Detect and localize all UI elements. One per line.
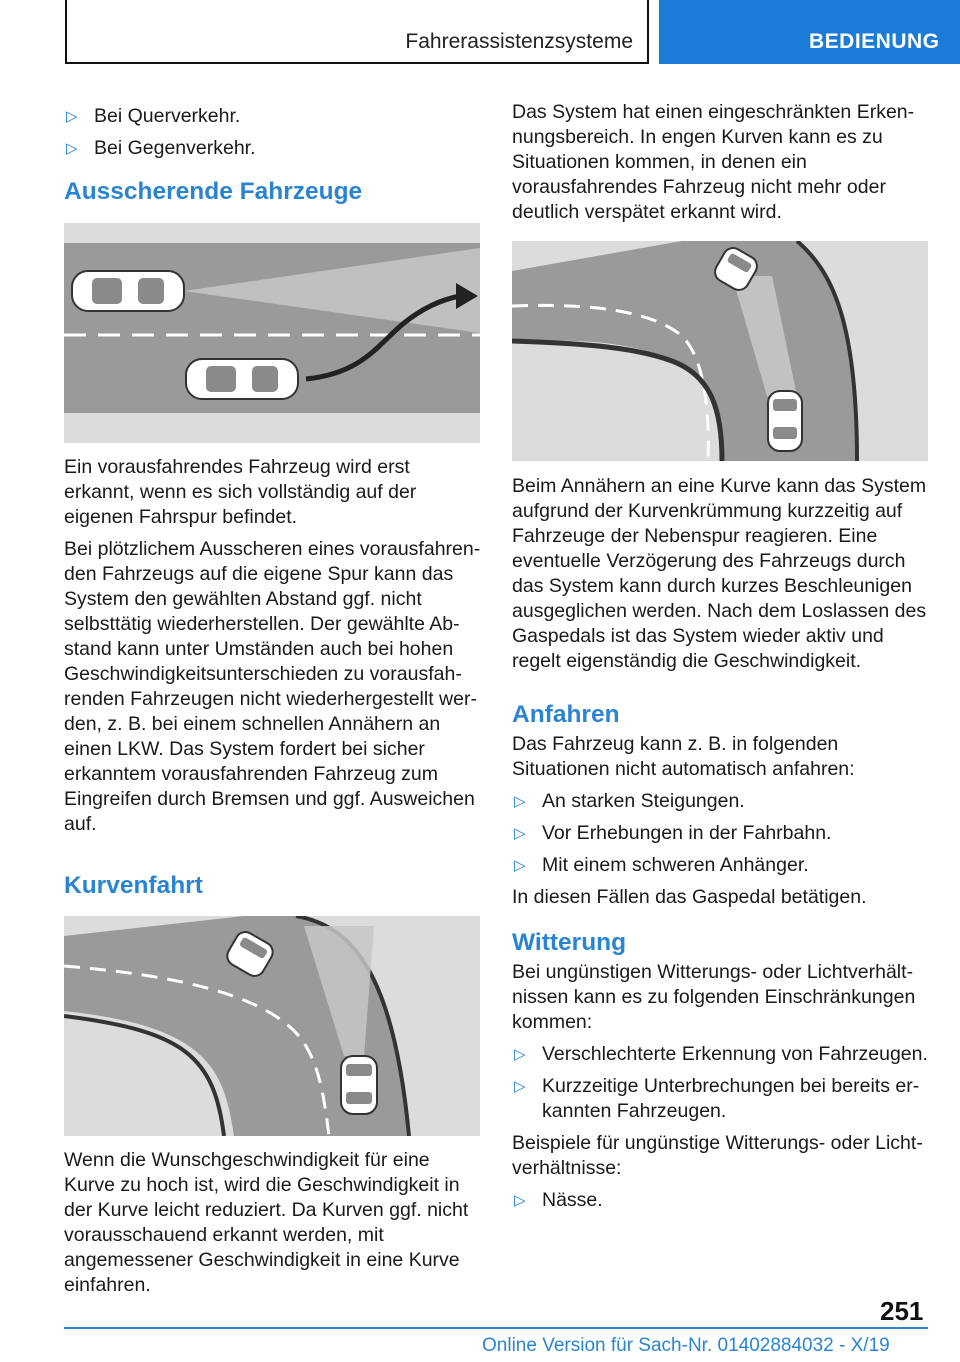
list-item: ▷ Mit einem schweren Anhänger. [514,854,809,876]
car-icon [341,1056,377,1114]
triangle-right-icon: ▷ [514,1192,526,1209]
footer-divider [64,1327,928,1329]
triangle-right-icon: ▷ [514,1046,526,1063]
header-section-box [65,0,649,64]
list-item: ▷ An starken Steigungen. [514,790,745,812]
header-section-title: Fahrerassistenzsysteme [405,30,633,53]
car-icon [186,359,298,399]
paragraph: Das System hat einen eingeschränkten Erkennungsbereich. In engen Kurven kann es zu Situationen kommen, in denen ein vorausfahrendes Fahrzeug nicht mehr oder deutlich verspätet erkannt wird. [512,101,915,223]
paragraph: Beispiele für ungünstige Witterungs- oder Lichtverhältnisse: [512,1132,923,1179]
list-item: ▷ Nässe. [514,1189,603,1211]
heading-kurvenfahrt: Kurvenfahrt [64,872,203,899]
triangle-right-icon: ▷ [66,140,78,157]
figure-curve-driving [64,916,480,1136]
header-chapter-tab[interactable] [659,0,960,64]
triangle-right-icon: ▷ [514,1078,526,1095]
car-icon [72,271,184,311]
left-column [64,104,482,1305]
paragraph: Bei plötzlichem Ausscheren eines vorausfahrenden Fahrzeugs auf die eigene Spur kann das System den gewählten Abstand ggf. nicht selbsttätig wiederherstellen. Der gewählte Abstand kann unter Umständen auch bei hohen Geschwindigkeitsunterschieden zu vorausfahrenden Fahrzeugen nicht wiederhergestellt werden, z. B. bei einem schnellen Annähern an einen LKW. Das System fordert bei sicher erkanntem vorausfahrenden Fahrzeug zum Eingreifen durch Bremsen und ggf. Ausweichen auf. [64,538,481,835]
heading-anfahren: Anfahren [512,701,620,728]
list-item: ▷ Bei Querverkehr. [66,105,241,127]
triangle-right-icon: ▷ [514,793,526,810]
paragraph: Ein vorausfahrendes Fahrzeug wird erst erkannt, wenn es sich vollständig auf der eigenen Fahrspur befindet. [64,456,417,528]
paragraph: In diesen Fällen das Gaspedal betätigen. [512,886,867,908]
header-chapter-title: BEDIENUNG [809,30,940,53]
heading-ausscherende-fahrzeuge: Ausscherende Fahrzeuge [64,178,363,205]
list-item: ▷ Verschlechterte Erkennung von Fahrzeugen. [514,1043,928,1065]
right-column [512,100,930,1220]
page-number: 251 [880,1296,924,1326]
car-icon [768,391,802,451]
figure-curve-adjacent-lane [512,241,928,461]
paragraph: Beim Annähern an eine Kurve kann das System aufgrund der Kurvenkrümmung kurzzeitig auf Fahrzeuge der Nebenspur reagieren. Eine eventuelle Verzögerung des Fahrzeugs durch das System kann durch kurzes Beschleunigen ausgeglichen werden. Nach dem Loslassen des Gaspedals ist das System wieder aktiv und regelt eigenständig die Geschwindigkeit. [512,475,927,672]
list-item: ▷ Kurzzeitige Unterbrechungen bei bereits erkannten Fahrzeugen. [514,1075,920,1122]
paragraph: Das Fahrzeug kann z. B. in folgenden Situationen nicht automatisch anfahren: [512,733,855,780]
heading-witterung: Witterung [512,929,627,956]
triangle-right-icon: ▷ [514,825,526,842]
paragraph: Bei ungünstigen Witterungs- oder Lichtverhältnissen kann es zu folgenden Einschränkungen kommen: [512,961,916,1033]
list-item: ▷ Bei Gegenverkehr. [66,137,256,159]
footer-online-version-link[interactable]: Online Version für Sach-Nr. 01402884032 - X/19 [482,1335,890,1356]
triangle-right-icon: ▷ [514,857,526,874]
figure-cutting-in-vehicle [64,223,480,443]
triangle-right-icon: ▷ [66,108,78,125]
paragraph: Wenn die Wunschgeschwindigkeit für eine Kurve zu hoch ist, wird die Geschwindigkeit in der Kurve leicht reduziert. Da Kurven ggf. nicht vorausschauend erkannt werden, mit angemessener Geschwindigkeit in eine Kurve einfahren. [64,1149,469,1296]
list-item: ▷ Vor Erhebungen in der Fahrbahn. [514,822,832,844]
